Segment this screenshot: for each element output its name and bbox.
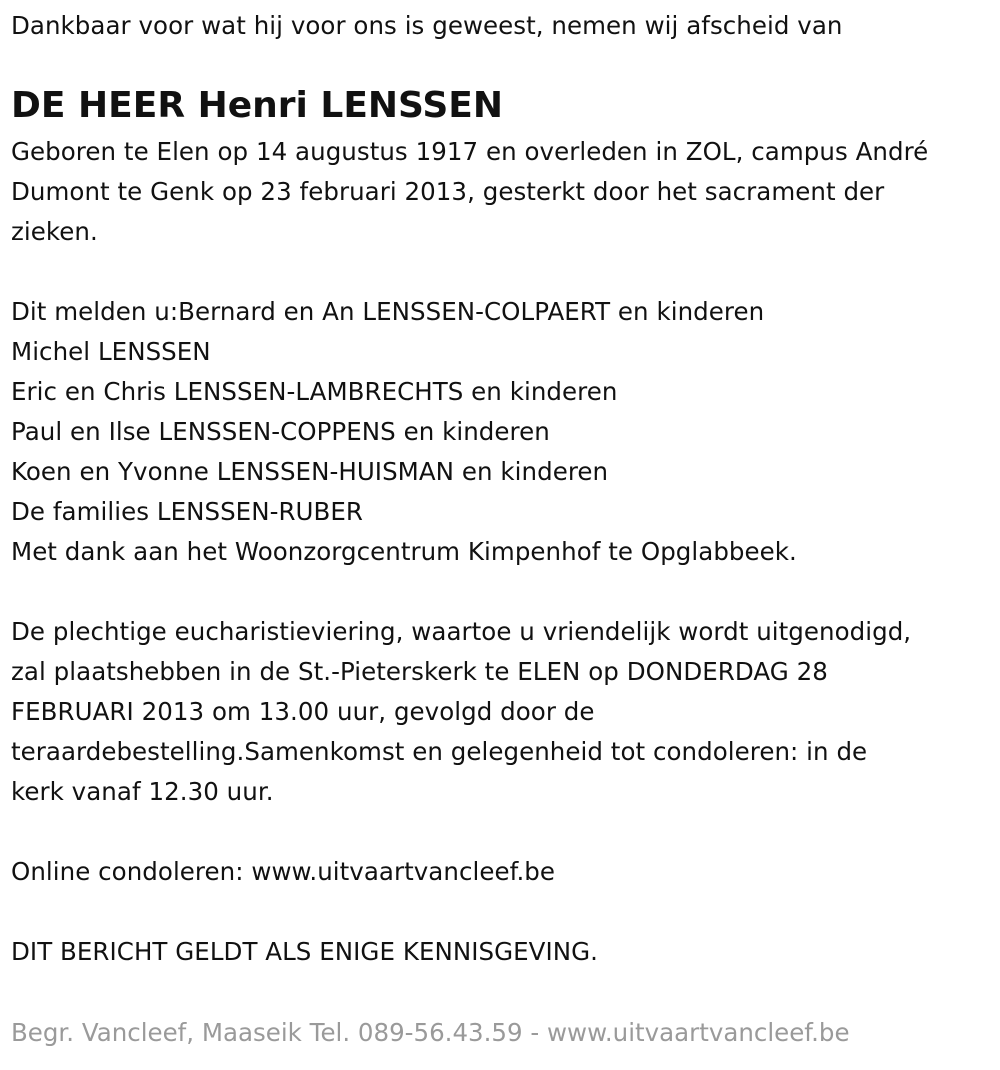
spacer [11,252,996,292]
spacer [11,812,996,852]
ceremony-line: teraardebestelling.Samenkomst en gelegenheid tot condoleren: in de [11,737,868,766]
ceremony-line: kerk vanaf 12.30 uur. [11,777,274,806]
online-condolence-text: Online condoleren: www.uitvaartvancleef.be [11,857,556,886]
family-line: Dit melden u:Bernard en An LENSSEN-COLPAERT en kinderen [11,297,765,326]
family-line: Paul en Ilse LENSSEN-COPPENS en kinderen [11,417,550,446]
intro-text: Dankbaar voor wat hij voor ons is geweest, nemen wij afscheid van [11,11,843,40]
family-line: Koen en Yvonne LENSSEN-HUISMAN en kinderen [11,457,609,486]
birth-line: Geboren te Elen op 14 augustus 1917 en overleden in ZOL, campus André [11,137,929,166]
ceremony-line: zal plaatshebben in de St.-Pieterskerk te ELEN op DONDERDAG 28 [11,657,828,686]
ceremony-line: FEBRUARI 2013 om 13.00 uur, gevolgd door de [11,697,595,726]
birth-line: Dumont te Genk op 23 februari 2013, gesterkt door het sacrament der [11,177,885,206]
notice-text: DIT BERICHT GELDT ALS ENIGE KENNISGEVING. [11,937,599,966]
funeral-home-footer: Begr. Vancleef, Maaseik Tel. 089-56.43.59 - www.uitvaartvancleef.be [11,1018,850,1047]
birth-death-paragraph [11,132,996,252]
family-line: Michel LENSSEN [11,337,211,366]
birth-line: zieken. [11,217,98,246]
family-list [11,292,996,572]
family-line: Met dank aan het Woonzorgcentrum Kimpenhof te Opglabbeek. [11,537,797,566]
spacer [11,572,996,612]
obituary-notice [11,6,996,972]
ceremony-paragraph [11,612,996,812]
spacer [11,892,996,932]
family-line: Eric en Chris LENSSEN-LAMBRECHTS en kinderen [11,377,618,406]
ceremony-line: De plechtige eucharistieviering, waartoe u vriendelijk wordt uitgenodigd, [11,617,912,646]
family-line: De families LENSSEN-RUBER [11,497,364,526]
deceased-name: DE HEER Henri LENSSEN [11,85,503,126]
